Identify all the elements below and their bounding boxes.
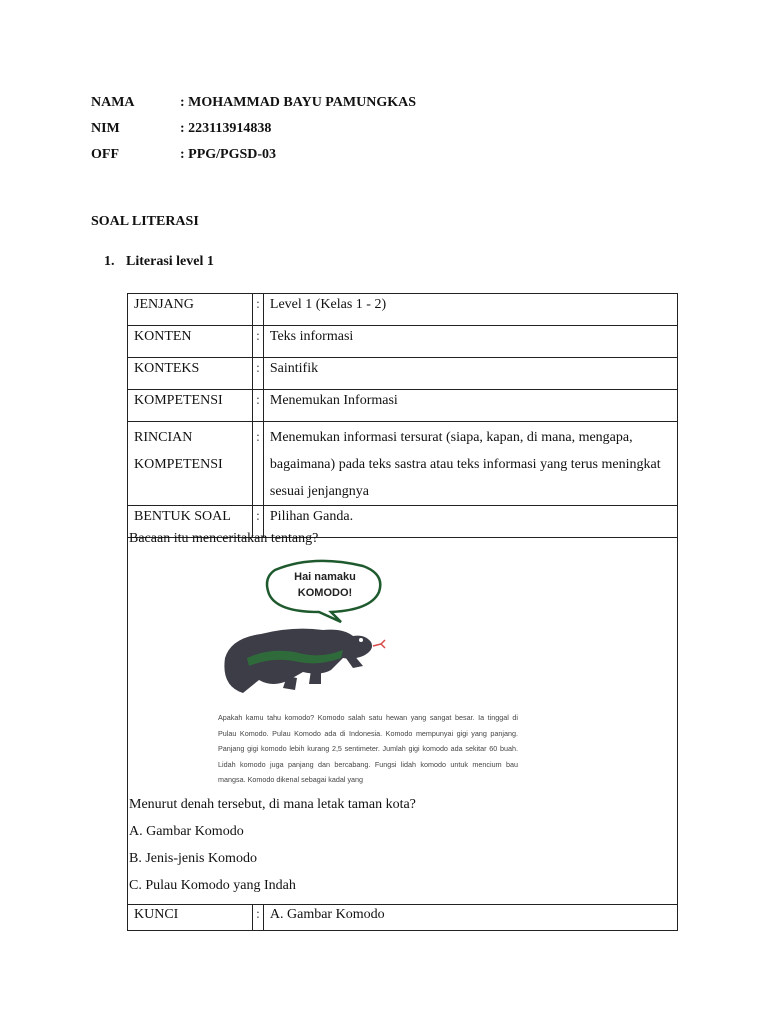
meta-value: Level 1 (Kelas 1 - 2)	[263, 294, 677, 326]
meta-label: KONTEN	[128, 326, 253, 358]
question-prompt: Bacaan itu menceritakan tentang?	[129, 531, 319, 546]
meta-value: Menemukan Informasi	[263, 390, 677, 422]
komodo-drawing	[203, 558, 528, 708]
meta-separator: :	[253, 358, 264, 390]
identity-label: NAMA	[91, 95, 135, 110]
subsection-number: 1.	[104, 254, 115, 269]
meta-separator: :	[253, 506, 264, 538]
meta-separator: :	[253, 294, 264, 326]
identity-label: NIM	[91, 121, 120, 136]
identity-row-off	[91, 147, 276, 163]
identity-label: OFF	[91, 147, 119, 162]
subsection-label: Literasi level 1	[126, 254, 214, 269]
meta-separator: :	[253, 390, 264, 422]
question-meta-table	[127, 293, 678, 538]
meta-value: Pilihan Ganda.	[263, 506, 677, 538]
meta-value: Saintifik	[263, 358, 677, 390]
meta-separator: :	[253, 422, 264, 506]
meta-label: RINCIAN KOMPETENSI	[128, 422, 253, 506]
meta-label: KONTEKS	[128, 358, 253, 390]
identity-value: : MOHAMMAD BAYU PAMUNGKAS	[180, 95, 417, 110]
meta-label: BENTUK SOAL	[128, 506, 253, 538]
table-row	[128, 905, 678, 931]
section-title: SOAL LITERASI	[91, 214, 199, 229]
bubble-line-1: Hai namaku	[294, 571, 356, 583]
table-row	[128, 326, 678, 358]
meta-separator: :	[253, 326, 264, 358]
answer-key-table	[127, 904, 678, 931]
key-separator: :	[253, 905, 264, 931]
table-row	[128, 294, 678, 326]
meta-value: Menemukan informasi tersurat (siapa, kapan, di mana, mengapa, bagaimana) pada teks sastra atau teks informasi yang terus meningkat sesuai jenjangnya	[263, 422, 677, 506]
table-row	[128, 422, 678, 506]
table-row	[128, 390, 678, 422]
option-b: B. Jenis-jenis Komodo	[129, 851, 257, 866]
subsection-title	[104, 254, 214, 270]
komodo-illustration	[203, 558, 528, 791]
identity-value: : 223113914838	[180, 121, 272, 136]
meta-label: KOMPETENSI	[128, 390, 253, 422]
table-row	[128, 358, 678, 390]
bubble-line-2: KOMODO!	[297, 587, 353, 599]
meta-value: Teks informasi	[263, 326, 677, 358]
identity-row-nim	[91, 121, 271, 137]
question-box	[127, 530, 678, 904]
identity-row-nama	[91, 95, 416, 111]
identity-value: : PPG/PGSD-03	[180, 147, 277, 162]
sub-question: Menurut denah tersebut, di mana letak taman kota?	[129, 797, 416, 812]
option-a: A. Gambar Komodo	[129, 824, 244, 839]
komodo-icon	[224, 629, 385, 693]
illustration-paragraph: Apakah kamu tahu komodo? Komodo salah satu hewan yang sangat besar. Ia tinggal di Pulau Komodo. Pulau Komodo ada di Indonesia. Komodo mempunyai gigi yang panjang. Panjang gigi komodo lebih kurang 2,5 sentimeter. Jumlah gigi komodo ada sekitar 60 buah. Lidah komodo juga panjang dan bercabang. Fungsi lidah komodo untuk mencium bau mangsa. Komodo dikenal sebagai kadal yang	[218, 713, 518, 784]
meta-label: JENJANG	[128, 294, 253, 326]
key-value: A. Gambar Komodo	[263, 905, 677, 931]
option-c: C. Pulau Komodo yang Indah	[129, 878, 296, 893]
key-label: KUNCI	[128, 905, 253, 931]
